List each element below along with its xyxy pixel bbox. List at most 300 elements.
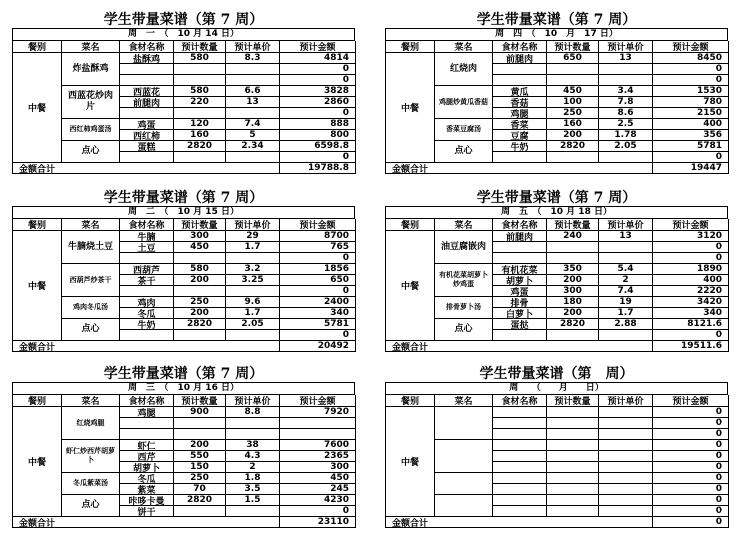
unit-price-cell: 5 bbox=[226, 130, 280, 141]
unit-price-cell: 1.5 bbox=[226, 495, 280, 506]
unit-price-cell bbox=[599, 429, 653, 440]
header-unit-price: 预计单价 bbox=[226, 395, 280, 407]
quantity-cell: 2820 bbox=[547, 319, 599, 330]
sheet-title: 学生带量菜谱（第 7 周） bbox=[103, 190, 264, 206]
ingredient-cell: 黄瓜 bbox=[493, 86, 547, 97]
unit-price-cell: 2.34 bbox=[226, 141, 280, 152]
quantity-cell bbox=[547, 495, 599, 506]
ingredient-cell bbox=[120, 152, 174, 163]
ingredient-cell: 牛奶 bbox=[120, 319, 174, 330]
day-line: 周 三 （ 10 月 16 日） bbox=[12, 382, 355, 394]
amount-cell: 765 bbox=[280, 242, 356, 253]
total-label: 金额合计 bbox=[386, 341, 653, 352]
quantity-cell: 650 bbox=[547, 53, 599, 64]
menu-table bbox=[385, 218, 728, 352]
header-meal: 餐别 bbox=[386, 41, 435, 53]
unit-price-cell bbox=[599, 253, 653, 264]
ingredient-cell: 香菇 bbox=[493, 97, 547, 108]
amount-cell: 5781 bbox=[653, 141, 729, 152]
ingredient-cell: 鸡腿 bbox=[493, 108, 547, 119]
dish-name: 冬瓜紫菜汤 bbox=[62, 473, 120, 495]
unit-price-cell: 8.8 bbox=[226, 407, 280, 418]
quantity-cell: 250 bbox=[174, 473, 226, 484]
unit-price-cell: 8.3 bbox=[226, 53, 280, 64]
quantity-cell: 450 bbox=[174, 242, 226, 253]
quantity-cell: 900 bbox=[174, 407, 226, 418]
dish-name bbox=[435, 495, 493, 517]
quantity-cell: 200 bbox=[174, 440, 226, 451]
ingredient-cell: 豆腐 bbox=[493, 130, 547, 141]
quantity-cell: 2820 bbox=[547, 141, 599, 152]
ingredient-cell: 鸡蛋 bbox=[120, 119, 174, 130]
header-amount: 预计金额 bbox=[280, 219, 356, 231]
header-dish: 菜名 bbox=[435, 395, 493, 407]
unit-price-cell bbox=[599, 330, 653, 341]
quantity-cell bbox=[547, 253, 599, 264]
sheet-title: 学生带量菜谱（第 周） bbox=[479, 366, 634, 382]
ingredient-cell: 西红柿 bbox=[120, 130, 174, 141]
unit-price-cell: 1.7 bbox=[226, 242, 280, 253]
ingredient-cell: 西葫芦 bbox=[120, 264, 174, 275]
ingredient-cell bbox=[120, 429, 174, 440]
unit-price-cell bbox=[226, 64, 280, 75]
amount-cell: 0 bbox=[280, 108, 356, 119]
quantity-cell: 450 bbox=[547, 86, 599, 97]
unit-price-cell: 6.6 bbox=[226, 86, 280, 97]
ingredient-cell bbox=[493, 484, 547, 495]
unit-price-cell: 8.6 bbox=[599, 108, 653, 119]
total-amount: 19788.8 bbox=[280, 163, 356, 174]
amount-cell: 400 bbox=[653, 119, 729, 130]
amount-cell: 450 bbox=[280, 473, 356, 484]
amount-cell: 6598.8 bbox=[280, 141, 356, 152]
unit-price-cell: 3.5 bbox=[226, 484, 280, 495]
ingredient-cell bbox=[120, 75, 174, 86]
unit-price-cell: 4.3 bbox=[226, 451, 280, 462]
amount-cell: 300 bbox=[280, 462, 356, 473]
dish-name: 点心 bbox=[62, 141, 120, 163]
unit-price-cell bbox=[599, 64, 653, 75]
unit-price-cell: 2.88 bbox=[599, 319, 653, 330]
ingredient-cell: 咔哆卡曼 bbox=[120, 495, 174, 506]
header-meal: 餐别 bbox=[386, 219, 435, 231]
quantity-cell bbox=[174, 429, 226, 440]
amount-cell: 0 bbox=[653, 64, 729, 75]
quantity-cell: 200 bbox=[174, 275, 226, 286]
quantity-cell: 200 bbox=[547, 130, 599, 141]
header-meal: 餐别 bbox=[13, 41, 62, 53]
quantity-cell bbox=[547, 506, 599, 517]
quantity-cell: 300 bbox=[174, 231, 226, 242]
sheet-title: 学生带量菜谱（第 7 周） bbox=[103, 366, 264, 382]
unit-price-cell: 13 bbox=[226, 97, 280, 108]
dish-name: 排骨萝卜汤 bbox=[435, 297, 493, 319]
ingredient-cell: 土豆 bbox=[120, 242, 174, 253]
quantity-cell bbox=[547, 429, 599, 440]
ingredient-cell: 排骨 bbox=[493, 297, 547, 308]
unit-price-cell: 19 bbox=[599, 297, 653, 308]
unit-price-cell: 2 bbox=[226, 462, 280, 473]
ingredient-cell bbox=[493, 75, 547, 86]
header-amount: 预计金额 bbox=[280, 41, 356, 53]
header-dish: 菜名 bbox=[435, 41, 493, 53]
quantity-cell: 70 bbox=[174, 484, 226, 495]
menu-table bbox=[385, 40, 728, 174]
menu-sheet-thursday bbox=[385, 12, 728, 174]
total-label: 金额合计 bbox=[13, 163, 280, 174]
ingredient-cell bbox=[120, 330, 174, 341]
unit-price-cell bbox=[226, 429, 280, 440]
ingredient-cell: 冬瓜 bbox=[120, 473, 174, 484]
ingredient-cell bbox=[493, 462, 547, 473]
quantity-cell: 2820 bbox=[174, 141, 226, 152]
total-label: 金额合计 bbox=[386, 163, 653, 174]
day-line: 周 一 （ 10 月 14 日） bbox=[12, 28, 355, 40]
quantity-cell: 250 bbox=[174, 297, 226, 308]
dish-name: 点心 bbox=[435, 141, 493, 163]
unit-price-cell: 38 bbox=[226, 440, 280, 451]
dish-name: 有机花菜胡萝卜炒鸡蛋 bbox=[435, 264, 493, 297]
header-quantity: 预计数量 bbox=[174, 41, 226, 53]
ingredient-cell: 紫菜 bbox=[120, 484, 174, 495]
amount-cell: 0 bbox=[653, 440, 729, 451]
unit-price-cell: 7.8 bbox=[599, 97, 653, 108]
unit-price-cell bbox=[599, 506, 653, 517]
meal-cell: 中餐 bbox=[386, 407, 435, 517]
amount-cell: 2365 bbox=[280, 451, 356, 462]
total-amount: 19511.6 bbox=[653, 341, 729, 352]
amount-cell: 0 bbox=[653, 330, 729, 341]
amount-cell: 7920 bbox=[280, 407, 356, 418]
ingredient-cell bbox=[120, 286, 174, 297]
ingredient-cell: 香菜 bbox=[493, 119, 547, 130]
amount-cell: 780 bbox=[653, 97, 729, 108]
quantity-cell bbox=[547, 473, 599, 484]
total-amount: 23110 bbox=[280, 517, 356, 528]
unit-price-cell: 2.05 bbox=[599, 141, 653, 152]
unit-price-cell bbox=[226, 506, 280, 517]
quantity-cell: 580 bbox=[174, 53, 226, 64]
ingredient-cell: 鸡蛋 bbox=[493, 286, 547, 297]
ingredient-cell bbox=[493, 330, 547, 341]
amount-cell: 0 bbox=[280, 286, 356, 297]
ingredient-cell bbox=[493, 429, 547, 440]
unit-price-cell: 5.4 bbox=[599, 264, 653, 275]
quantity-cell bbox=[174, 286, 226, 297]
dish-name: 西红柿鸡蛋汤 bbox=[62, 119, 120, 141]
quantity-cell: 200 bbox=[547, 308, 599, 319]
unit-price-cell: 3.2 bbox=[226, 264, 280, 275]
header-meal: 餐别 bbox=[13, 395, 62, 407]
amount-cell: 0 bbox=[653, 242, 729, 253]
unit-price-cell bbox=[599, 473, 653, 484]
quantity-cell: 120 bbox=[174, 119, 226, 130]
dish-name: 牛腩烧土豆 bbox=[62, 231, 120, 264]
menu-table bbox=[385, 394, 728, 528]
quantity-cell bbox=[174, 506, 226, 517]
header-unit-price: 预计单价 bbox=[599, 219, 653, 231]
quantity-cell: 580 bbox=[174, 86, 226, 97]
dish-name: 虾仁炒西芹胡萝卜 bbox=[62, 440, 120, 473]
menu-table bbox=[12, 394, 355, 528]
menu-table bbox=[12, 218, 355, 352]
amount-cell: 340 bbox=[653, 308, 729, 319]
quantity-cell: 200 bbox=[547, 275, 599, 286]
quantity-cell bbox=[174, 75, 226, 86]
dish-name: 鸡腿炒黄瓜香菇 bbox=[435, 86, 493, 119]
amount-cell: 800 bbox=[280, 130, 356, 141]
ingredient-cell bbox=[120, 418, 174, 429]
quantity-cell bbox=[547, 64, 599, 75]
ingredient-cell: 胡萝卜 bbox=[120, 462, 174, 473]
header-quantity: 预计数量 bbox=[547, 41, 599, 53]
amount-cell: 7600 bbox=[280, 440, 356, 451]
sheet-title: 学生带量菜谱（第 7 周） bbox=[476, 12, 637, 28]
unit-price-cell bbox=[599, 242, 653, 253]
unit-price-cell bbox=[599, 451, 653, 462]
ingredient-cell bbox=[493, 253, 547, 264]
amount-cell: 1890 bbox=[653, 264, 729, 275]
quantity-cell: 250 bbox=[547, 108, 599, 119]
quantity-cell: 2820 bbox=[174, 319, 226, 330]
ingredient-cell bbox=[493, 473, 547, 484]
dish-name: 西葫芦炒茶干 bbox=[62, 264, 120, 297]
header-meal: 餐别 bbox=[386, 395, 435, 407]
menu-sheet-monday bbox=[12, 12, 355, 174]
amount-cell: 8700 bbox=[280, 231, 356, 242]
amount-cell: 245 bbox=[280, 484, 356, 495]
sheet-title: 学生带量菜谱（第 7 周） bbox=[476, 190, 637, 206]
amount-cell bbox=[280, 418, 356, 429]
unit-price-cell: 9.6 bbox=[226, 297, 280, 308]
dish-name: 点心 bbox=[62, 495, 120, 517]
menu-sheet-tuesday bbox=[12, 190, 355, 352]
quantity-cell bbox=[547, 152, 599, 163]
header-quantity: 预计数量 bbox=[547, 219, 599, 231]
ingredient-cell: 牛腩 bbox=[120, 231, 174, 242]
unit-price-cell bbox=[599, 75, 653, 86]
amount-cell: 3828 bbox=[280, 86, 356, 97]
meal-cell: 中餐 bbox=[13, 407, 62, 517]
unit-price-cell bbox=[226, 253, 280, 264]
unit-price-cell: 2.05 bbox=[226, 319, 280, 330]
unit-price-cell: 2 bbox=[599, 275, 653, 286]
header-ingredient: 食材名称 bbox=[493, 41, 547, 53]
ingredient-cell: 前腿肉 bbox=[493, 231, 547, 242]
header-dish: 菜名 bbox=[62, 219, 120, 231]
amount-cell: 400 bbox=[653, 275, 729, 286]
quantity-cell: 580 bbox=[174, 264, 226, 275]
quantity-cell: 300 bbox=[547, 286, 599, 297]
amount-cell: 0 bbox=[653, 484, 729, 495]
dish-name: 香菜豆腐汤 bbox=[435, 119, 493, 141]
quantity-cell bbox=[174, 152, 226, 163]
total-amount: 19447 bbox=[653, 163, 729, 174]
menu-sheet-wednesday bbox=[12, 366, 355, 528]
header-ingredient: 食材名称 bbox=[493, 219, 547, 231]
dish-name: 红烧肉 bbox=[435, 53, 493, 86]
amount-cell: 3120 bbox=[653, 231, 729, 242]
ingredient-cell: 西芹 bbox=[120, 451, 174, 462]
ingredient-cell bbox=[120, 108, 174, 119]
ingredient-cell bbox=[493, 440, 547, 451]
quantity-cell bbox=[547, 484, 599, 495]
unit-price-cell bbox=[226, 330, 280, 341]
unit-price-cell: 7.4 bbox=[599, 286, 653, 297]
ingredient-cell bbox=[493, 495, 547, 506]
quantity-cell bbox=[547, 440, 599, 451]
amount-cell: 650 bbox=[280, 275, 356, 286]
ingredient-cell: 西蓝花 bbox=[120, 86, 174, 97]
meal-cell: 中餐 bbox=[13, 231, 62, 341]
unit-price-cell bbox=[226, 75, 280, 86]
header-ingredient: 食材名称 bbox=[120, 219, 174, 231]
dish-name: 点心 bbox=[435, 319, 493, 341]
header-ingredient: 食材名称 bbox=[120, 41, 174, 53]
ingredient-cell: 鸡肉 bbox=[120, 297, 174, 308]
meal-cell: 中餐 bbox=[13, 53, 62, 163]
header-amount: 预计金额 bbox=[280, 395, 356, 407]
amount-cell: 0 bbox=[280, 152, 356, 163]
ingredient-cell bbox=[493, 152, 547, 163]
amount-cell: 356 bbox=[653, 130, 729, 141]
dish-name: 油豆腐嵌肉 bbox=[435, 231, 493, 264]
amount-cell: 0 bbox=[280, 75, 356, 86]
ingredient-cell bbox=[120, 64, 174, 75]
header-amount: 预计金额 bbox=[653, 219, 729, 231]
unit-price-cell: 1.78 bbox=[599, 130, 653, 141]
total-amount: 0 bbox=[653, 517, 729, 528]
dish-name: 点心 bbox=[62, 319, 120, 341]
quantity-cell bbox=[547, 407, 599, 418]
unit-price-cell: 1.7 bbox=[226, 308, 280, 319]
ingredient-cell bbox=[493, 242, 547, 253]
day-line: 周 四 （ 10 月 17 日） bbox=[385, 28, 728, 40]
unit-price-cell bbox=[599, 152, 653, 163]
amount-cell: 0 bbox=[653, 506, 729, 517]
amount-cell: 4814 bbox=[280, 53, 356, 64]
header-dish: 菜名 bbox=[62, 395, 120, 407]
quantity-cell: 100 bbox=[547, 97, 599, 108]
amount-cell: 0 bbox=[653, 451, 729, 462]
unit-price-cell: 3.25 bbox=[226, 275, 280, 286]
unit-price-cell: 1.7 bbox=[599, 308, 653, 319]
menu-table bbox=[12, 40, 355, 174]
amount-cell: 0 bbox=[653, 495, 729, 506]
amount-cell: 0 bbox=[653, 152, 729, 163]
unit-price-cell: 3.4 bbox=[599, 86, 653, 97]
ingredient-cell: 蛋糕 bbox=[120, 141, 174, 152]
ingredient-cell: 前腿肉 bbox=[120, 97, 174, 108]
unit-price-cell bbox=[599, 440, 653, 451]
header-unit-price: 预计单价 bbox=[599, 41, 653, 53]
amount-cell bbox=[280, 429, 356, 440]
ingredient-cell bbox=[493, 64, 547, 75]
quantity-cell bbox=[547, 330, 599, 341]
amount-cell: 8450 bbox=[653, 53, 729, 64]
ingredient-cell bbox=[493, 418, 547, 429]
header-quantity: 预计数量 bbox=[547, 395, 599, 407]
amount-cell: 3420 bbox=[653, 297, 729, 308]
header-quantity: 预计数量 bbox=[174, 395, 226, 407]
unit-price-cell: 13 bbox=[599, 53, 653, 64]
header-dish: 菜名 bbox=[62, 41, 120, 53]
menu-sheet-blank bbox=[385, 366, 728, 528]
unit-price-cell bbox=[599, 418, 653, 429]
quantity-cell bbox=[547, 75, 599, 86]
amount-cell: 0 bbox=[653, 429, 729, 440]
ingredient-cell: 虾仁 bbox=[120, 440, 174, 451]
header-meal: 餐别 bbox=[13, 219, 62, 231]
unit-price-cell: 13 bbox=[599, 231, 653, 242]
unit-price-cell: 1.8 bbox=[226, 473, 280, 484]
dish-name: 炸盐酥鸡 bbox=[62, 53, 120, 86]
ingredient-cell: 盐酥鸡 bbox=[120, 53, 174, 64]
quantity-cell bbox=[174, 253, 226, 264]
total-label: 金额合计 bbox=[13, 517, 280, 528]
quantity-cell bbox=[174, 330, 226, 341]
amount-cell: 2400 bbox=[280, 297, 356, 308]
header-unit-price: 预计单价 bbox=[226, 41, 280, 53]
amount-cell: 5781 bbox=[280, 319, 356, 330]
ingredient-cell: 茶干 bbox=[120, 275, 174, 286]
quantity-cell bbox=[547, 462, 599, 473]
ingredient-cell bbox=[493, 451, 547, 462]
unit-price-cell bbox=[599, 407, 653, 418]
amount-cell: 2860 bbox=[280, 97, 356, 108]
dish-name bbox=[435, 407, 493, 440]
amount-cell: 2150 bbox=[653, 108, 729, 119]
meal-cell: 中餐 bbox=[386, 231, 435, 341]
amount-cell: 2220 bbox=[653, 286, 729, 297]
amount-cell: 0 bbox=[653, 473, 729, 484]
header-unit-price: 预计单价 bbox=[599, 395, 653, 407]
amount-cell: 0 bbox=[280, 253, 356, 264]
ingredient-cell bbox=[493, 506, 547, 517]
quantity-cell bbox=[547, 451, 599, 462]
amount-cell: 0 bbox=[653, 418, 729, 429]
amount-cell: 1530 bbox=[653, 86, 729, 97]
quantity-cell: 350 bbox=[547, 264, 599, 275]
ingredient-cell: 饼干 bbox=[120, 506, 174, 517]
quantity-cell: 550 bbox=[174, 451, 226, 462]
total-label: 金额合计 bbox=[13, 341, 280, 352]
menu-sheet-friday bbox=[385, 190, 728, 352]
amount-cell: 8121.6 bbox=[653, 319, 729, 330]
unit-price-cell bbox=[226, 286, 280, 297]
unit-price-cell bbox=[599, 484, 653, 495]
amount-cell: 0 bbox=[653, 75, 729, 86]
ingredient-cell: 白萝卜 bbox=[493, 308, 547, 319]
quantity-cell bbox=[547, 242, 599, 253]
header-ingredient: 食材名称 bbox=[120, 395, 174, 407]
header-ingredient: 食材名称 bbox=[493, 395, 547, 407]
ingredient-cell: 有机花菜 bbox=[493, 264, 547, 275]
day-line: 周 （ 月 日） bbox=[385, 382, 728, 394]
unit-price-cell bbox=[226, 108, 280, 119]
quantity-cell: 2820 bbox=[174, 495, 226, 506]
header-quantity: 预计数量 bbox=[174, 219, 226, 231]
dish-name: 西蓝花炒肉片 bbox=[62, 86, 120, 119]
amount-cell: 0 bbox=[653, 253, 729, 264]
ingredient-cell: 牛奶 bbox=[493, 141, 547, 152]
amount-cell: 0 bbox=[653, 407, 729, 418]
header-dish: 菜名 bbox=[435, 219, 493, 231]
quantity-cell: 240 bbox=[547, 231, 599, 242]
day-line: 周 二 （ 10 月 15 日） bbox=[12, 206, 355, 218]
quantity-cell: 160 bbox=[174, 130, 226, 141]
unit-price-cell: 2.5 bbox=[599, 119, 653, 130]
